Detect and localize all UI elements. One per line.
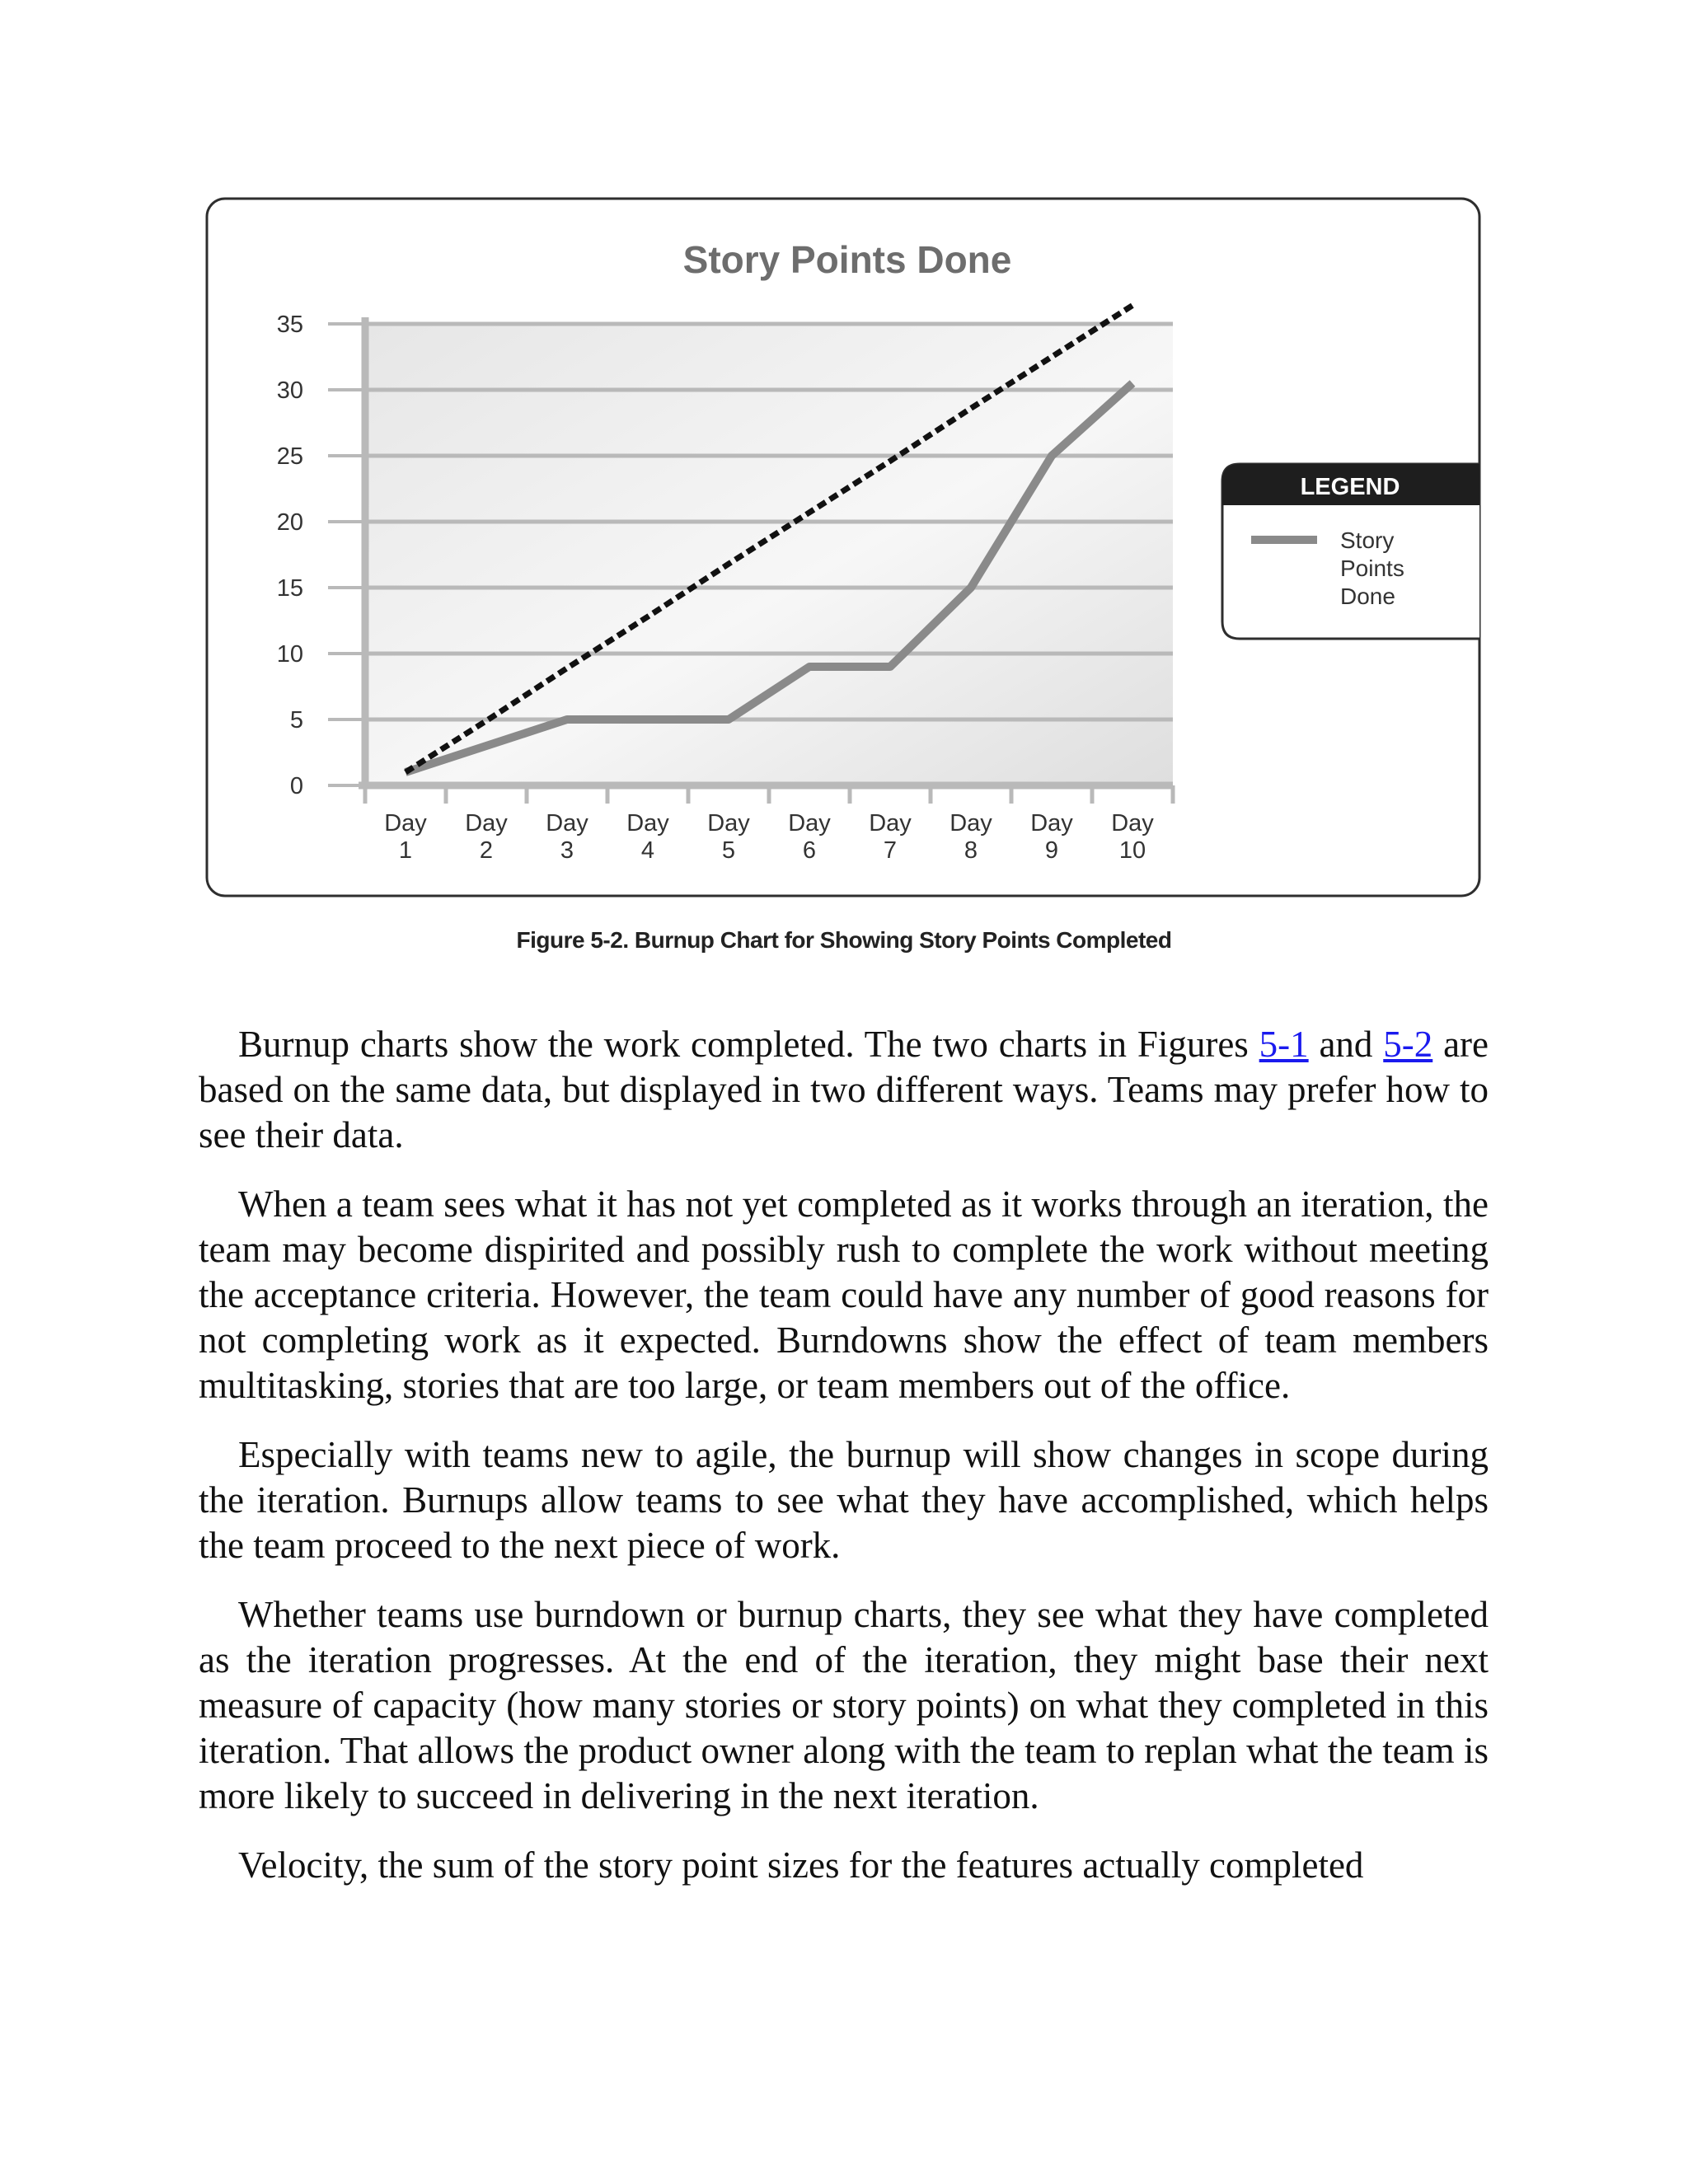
figure-caption: Figure 5-2. Burnup Chart for Showing Story Points Completed [516, 927, 1172, 953]
paragraph-text: When a team sees what it has not yet completed as it works through an iteration, the team may become dispirited and possibly rush to complete the work without meeting the acceptance criteria. However, the team could have any number of good reasons for not completing work as it expected. Burndowns show the effect of team members multitasking, stories that are too large, or team members out of the office. [199, 1183, 1489, 1406]
x-tick-label: Day 7 [869, 810, 912, 864]
x-tick-label: Day 9 [1030, 810, 1073, 864]
x-tick-label: Day 3 [546, 810, 588, 864]
x-tick-label: Day 1 [384, 810, 427, 864]
legend-label: Story Points Done [1340, 527, 1404, 609]
paragraph-text: are based on the same data, but displayed in two different ways. Teams may prefer how to see their data. [199, 1024, 1489, 1155]
paragraph-text: Velocity, the sum of the story point sizes for the features actually completed [238, 1844, 1364, 1886]
paragraph [199, 1843, 1489, 1888]
body-text [199, 1022, 1489, 1912]
paragraph [199, 1592, 1489, 1819]
y-tick-label: 0 [289, 773, 303, 799]
paragraph-text: Whether teams use burndown or burnup charts, they see what they have completed as the iteration progresses. At the end of the iteration, they might base their next measure of capacity (how many stories or story points) on what they completed in this iteration. That allows the product owner along with the team to replan what the team is more likely to succeed in delivering in the next iteration. [199, 1594, 1489, 1816]
figure-link[interactable]: 5-1 [1259, 1024, 1309, 1065]
x-tick-label: Day 5 [707, 810, 750, 864]
paragraph-text: and [1308, 1024, 1384, 1065]
plot-background [365, 324, 1173, 785]
paragraph-text: Especially with teams new to agile, the burnup will show changes in scope during the iteration. Burnups allow teams to see what they have accomplished, which helps the team proceed to the next piece of work. [199, 1434, 1489, 1566]
paragraph [199, 1022, 1489, 1158]
legend-title: LEGEND [1300, 474, 1400, 500]
y-tick-label: 10 [276, 641, 303, 668]
y-tick-label: 30 [276, 377, 303, 404]
y-tick-label: 35 [276, 312, 303, 338]
y-tick-label: 15 [276, 575, 303, 602]
x-tick-label: Day 6 [788, 810, 831, 864]
legend [1222, 464, 1479, 639]
figure-link[interactable]: 5-2 [1383, 1024, 1433, 1065]
x-tick-label: Day 2 [465, 810, 508, 864]
chart-title: Story Points Done [682, 238, 1012, 281]
burnup-chart [204, 196, 1482, 905]
x-tick-label: Day 10 [1111, 810, 1154, 864]
x-tick-label: Day 8 [950, 810, 992, 864]
y-tick-label: 25 [276, 443, 303, 470]
y-tick-label: 20 [276, 509, 303, 536]
x-tick-label: Day 4 [626, 810, 669, 864]
paragraph [199, 1432, 1489, 1568]
paragraph [199, 1182, 1489, 1408]
y-tick-label: 5 [289, 707, 303, 733]
paragraph-text: Burnup charts show the work completed. The two charts in Figures [238, 1024, 1259, 1065]
